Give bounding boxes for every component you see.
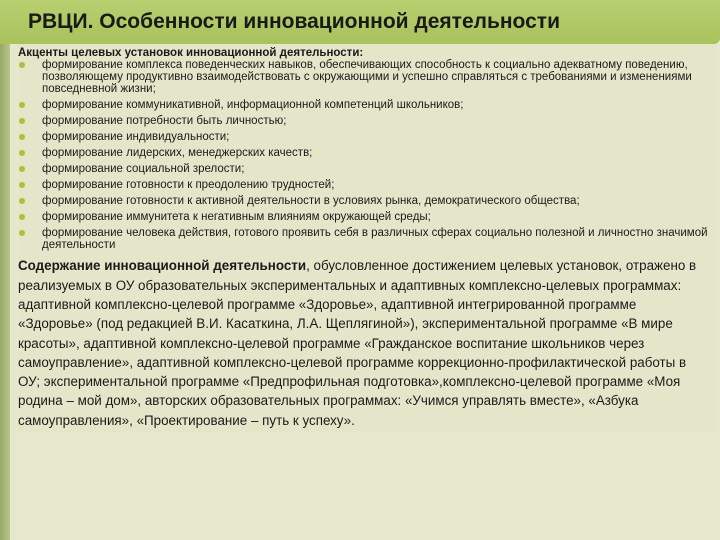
- list-item-text: формирование потребности быть личностью;: [42, 114, 287, 127]
- bullet-icon: [19, 182, 25, 188]
- list-item: [18, 60, 710, 95]
- title-band: [0, 0, 720, 44]
- list-item: [18, 212, 710, 224]
- list-item-text: формирование готовности к преодолению трудностей;: [42, 179, 335, 192]
- list-item-text: формирование комплекса поведенческих навыков, обеспечивающих способность к социально адекватному поведению, позволяющему продуктивно взаимодействовать с окружающими и успешно справляться с требованиями и изменениями повседневной жизни;: [42, 59, 692, 95]
- bullet-icon: [19, 118, 25, 124]
- accents-heading: Акценты целевых установок инновационной деятельности:: [18, 47, 364, 59]
- list-item: [18, 180, 710, 192]
- list-item-text: формирование коммуникативной, информационной компетенций школьников;: [42, 98, 464, 111]
- content-lead: Содержание инновационной деятельности: [18, 258, 307, 274]
- list-item: [18, 148, 710, 160]
- content-body: , обусловленное достижением целевых установок, отражено в реализуемых в ОУ образовательных экспериментальных и адаптивных комплексно-целевых программах: адаптивной комплексно-целевой программе «Здоровье», адаптивной интегрированной программе «Здоровье» (под редакцией В.И. Касаткина, Л.А. Щеплягиной»), экспериментальной программе «В мире красоты», адаптивной комплексно-целевой программе «Гражданское воспитание школьников через самоуправление», адаптивной комплексно-целевой программе коррекционно-профилактической работы в ОУ; экспериментальной программе «Предпрофильная подготовка»,комплексно-целевой программе «Моя родина – мой дом», авторских образовательных программах: «Учимся управлять вместе», «Азбука самоуправления», «Проектирование – путь к успеху».: [18, 258, 697, 428]
- list-item: [18, 196, 710, 208]
- list-item-text: формирование социальной зрелости;: [42, 163, 245, 176]
- accents-list: [18, 60, 710, 252]
- list-item: [18, 164, 710, 176]
- list-item: [18, 100, 710, 112]
- left-accent-bar: [0, 0, 10, 540]
- slide-title: РВЦИ. Особенности инновационной деятельности: [28, 10, 560, 33]
- bullet-icon: [19, 150, 25, 156]
- list-item-text: формирование человека действия, готового проявить себя в различных сферах социально полезной и личностно значимой деятельности: [42, 227, 708, 252]
- content-paragraph: [18, 256, 710, 430]
- slide-content: [18, 44, 716, 432]
- list-item: [18, 116, 710, 128]
- list-item-text: формирование готовности к активной деятельности в условиях рынка, демократического общества;: [42, 195, 580, 208]
- list-item-text: формирование индивидуальности;: [42, 130, 230, 143]
- list-item: [18, 132, 710, 144]
- bullet-icon: [19, 198, 25, 204]
- list-item: [18, 228, 710, 252]
- list-item-text: формирование лидерских, менеджерских качеств;: [42, 146, 313, 159]
- bullet-icon: [19, 102, 25, 108]
- bullet-icon: [19, 134, 25, 140]
- bullet-icon: [19, 214, 25, 220]
- bullet-icon: [19, 230, 25, 236]
- list-item-text: формирование иммунитета к негативным влияниям окружающей среды;: [42, 211, 431, 224]
- bullet-icon: [19, 62, 25, 68]
- bullet-icon: [19, 166, 25, 172]
